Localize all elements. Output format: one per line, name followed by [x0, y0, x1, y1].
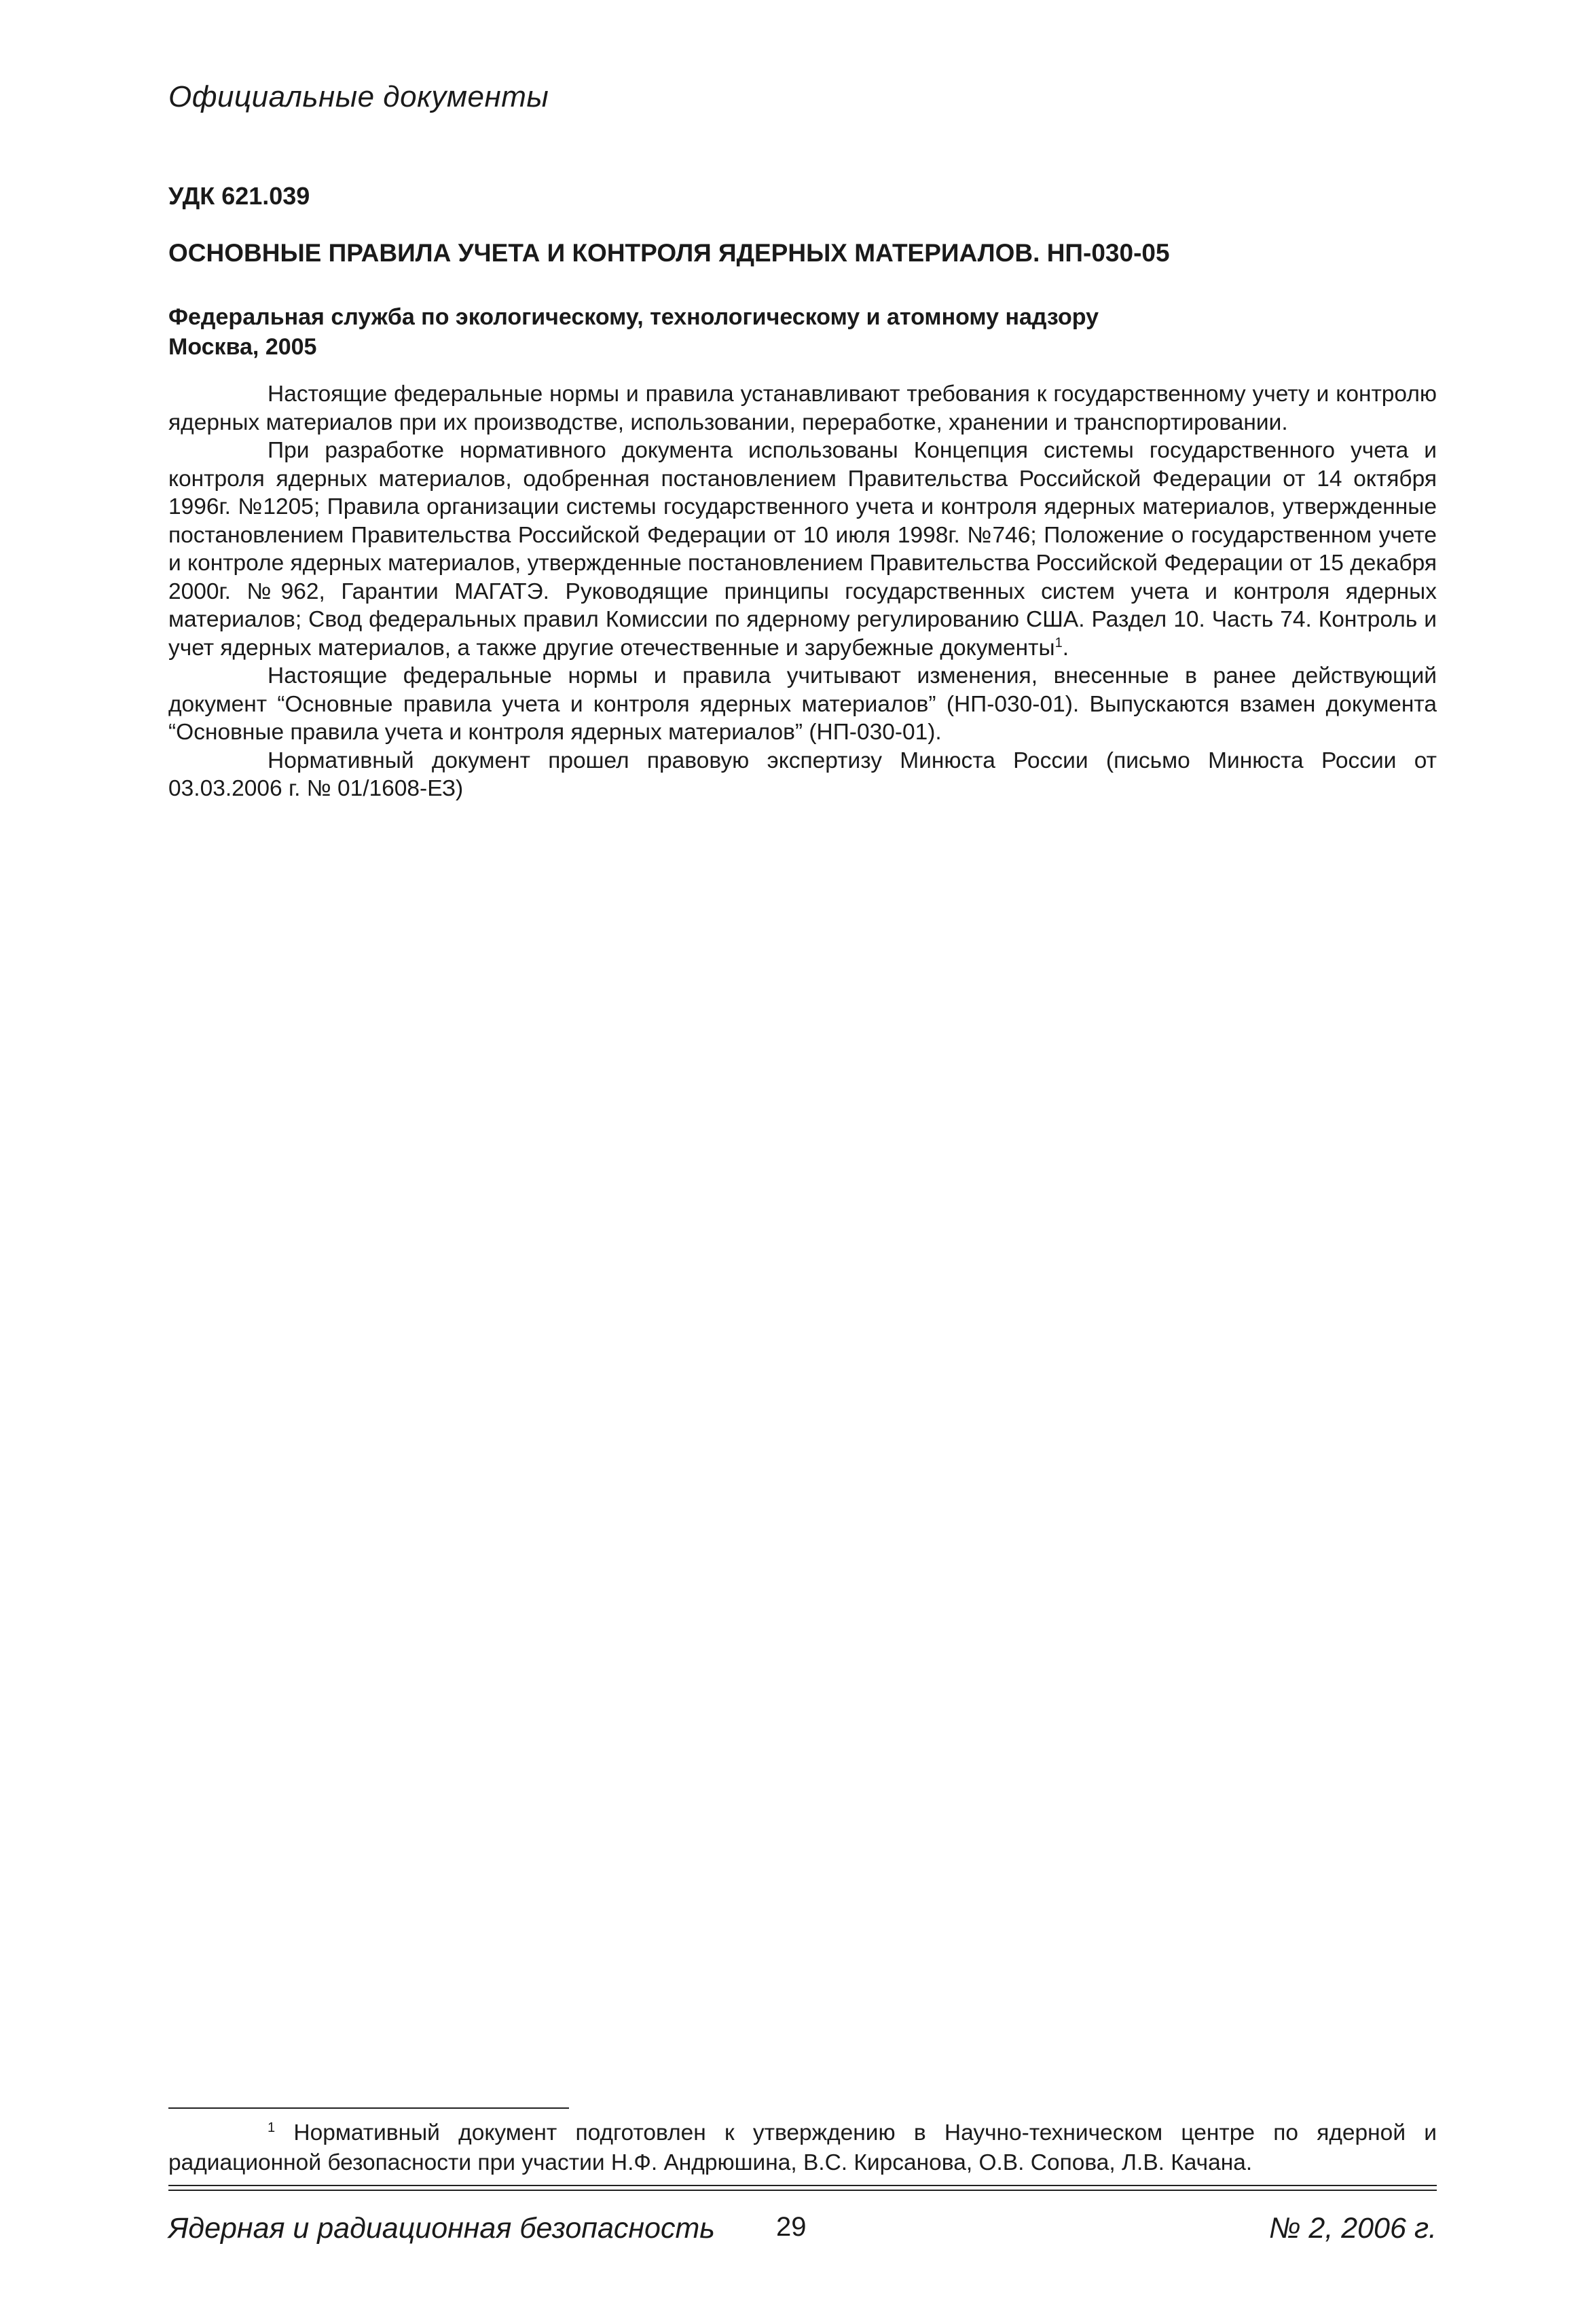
- paragraph-expertise: Нормативный документ прошел правовую экспертизу Минюста России (письмо Минюста России от 03.03.2006 г. № 01/1608-ЕЗ): [168, 748, 1437, 801]
- issue-info: № 2, 2006 г.: [1268, 2212, 1437, 2245]
- agency-block: [168, 302, 1099, 362]
- page-number: 29: [776, 2212, 807, 2242]
- paragraph-sources-end: .: [1062, 635, 1069, 661]
- document-page: [168, 0, 1437, 2324]
- footnote: [168, 2118, 1437, 2178]
- udk-code: УДК 621.039: [168, 182, 310, 210]
- footnote-paragraph: [168, 2118, 1437, 2178]
- agency-name: Федеральная служба по экологическому, технологическому и атомному надзору: [168, 304, 1099, 330]
- paragraph-sources-text: При разработке нормативного документа использованы Концепция системы государственного учета и контроля ядерных материалов, одобренная постановлением Правительства Российской Федерации от 14 октября 1996г. №1205; Правила организации системы государственного учета и контроля ядерных материалов, утвержденные постановлением Правительства Российской Федерации от 10 июля 1998г. №746; Положение о государственном учете и контроле ядерных материалов, утвержденные постановлением Правительства Российской Федерации от 15 декабря 2000г. №962, Гарантии МАГАТЭ. Руководящие принципы государственных систем учета и контроля ядерных материалов; Свод федеральных правил Комиссии по ядерному регулированию США. Раздел 10. Часть 74. Контроль и учет ядерных материалов, а также другие отечественные и зарубежные документы: [168, 438, 1437, 661]
- footnote-divider: [168, 2107, 569, 2109]
- footer-divider: [168, 2185, 1437, 2191]
- place-year: Москва, 2005: [168, 334, 317, 360]
- footnote-text: Нормативный документ подготовлен к утверждению в Научно-техническом центре по ядерной и радиационной безопасности при участии Н.Ф. Андрюшина, В.С. Кирсанова, О.В. Сопова, Л.В. Качана.: [168, 2120, 1437, 2175]
- document-body: [168, 380, 1437, 803]
- footnote-marker: 1: [268, 2120, 276, 2135]
- paragraph-scope: Настоящие федеральные нормы и правила устанавливают требования к государственному учету и контролю ядерных материалов при их производстве, использовании, переработке, хранении и транспортировании.: [168, 382, 1437, 435]
- section-label: Официальные документы: [168, 80, 549, 113]
- paragraph-changes: Настоящие федеральные нормы и правила учитывают изменения, внесенные в ранее действующий документ “Основные правила учета и контроля ядерных материалов” (НП-030-01). Выпускаются взамен документа “Основные правила учета и контроля ядерных материалов” (НП-030-01).: [168, 663, 1437, 745]
- journal-name: Ядерная и радиационная безопасность: [168, 2212, 715, 2245]
- document-title: ОСНОВНЫЕ ПРАВИЛА УЧЕТА И КОНТРОЛЯ ЯДЕРНЫХ МАТЕРИАЛОВ. НП-030-05: [168, 239, 1170, 267]
- footnote-reference[interactable]: 1: [1054, 635, 1063, 650]
- paragraph-sources: [168, 437, 1437, 662]
